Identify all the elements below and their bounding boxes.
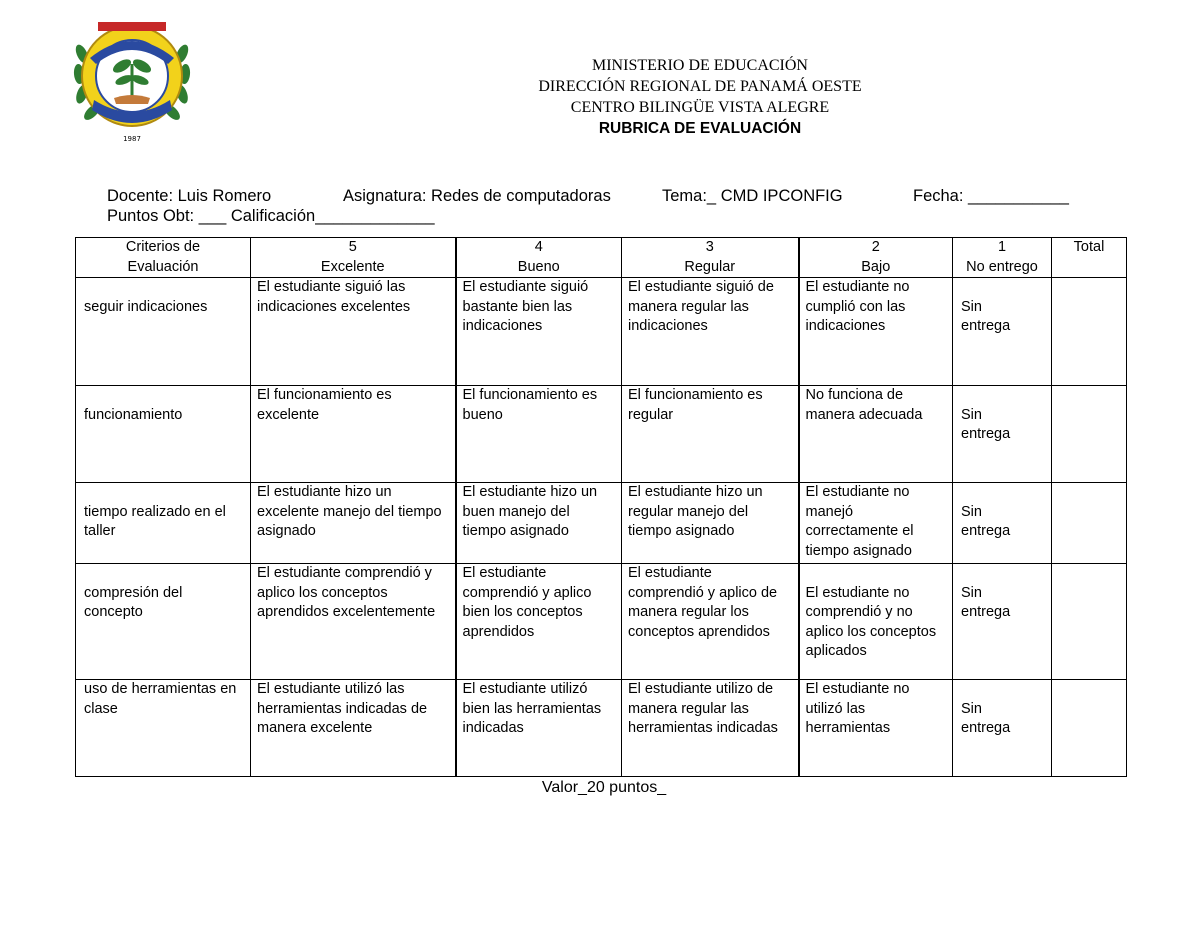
header-bueno: 4 Bueno — [456, 238, 622, 278]
bueno-cell: El estudiante siguió bastante bien las indicaciones — [456, 278, 622, 386]
header-school: CENTRO BILINGÜE VISTA ALEGRE — [570, 99, 830, 116]
fecha-field: Fecha: ___________ — [913, 187, 1069, 205]
no-entrego-cell: Sin entrega — [953, 680, 1052, 777]
puntos-field: Puntos Obt: ___ Calificación_____________ — [107, 207, 435, 225]
excelente-cell: El estudiante utilizó las herramientas indicadas de manera excelente — [251, 680, 456, 777]
asignatura-field: Asignatura: Redes de computadoras — [343, 187, 611, 205]
bueno-cell: El estudiante hizo un buen manejo del tiempo asignado — [456, 483, 622, 564]
header-total: Total — [1052, 238, 1127, 278]
bajo-cell: El estudiante no comprendió y no aplico los conceptos aplicados — [799, 564, 953, 680]
header-regular: 3 Regular — [622, 238, 799, 278]
header-bajo: 2 Bajo — [799, 238, 953, 278]
header-regional: DIRECCIÓN REGIONAL DE PANAMÁ OESTE — [538, 78, 862, 95]
bajo-cell: El estudiante no cumplió con las indicaciones — [799, 278, 953, 386]
table-row — [76, 483, 1127, 564]
tema-field: Tema:_ CMD IPCONFIG — [662, 187, 843, 205]
no-entrego-cell: Sin entrega — [953, 386, 1052, 483]
table-row — [76, 564, 1127, 680]
table-header-row — [76, 238, 1127, 278]
criterio-cell: funcionamiento — [76, 386, 251, 483]
criterio-cell: seguir indicaciones — [76, 278, 251, 386]
svg-text:1987: 1987 — [123, 135, 141, 143]
regular-cell: El estudiante comprendió y aplico de manera regular los conceptos aprendidos — [622, 564, 799, 680]
bueno-cell: El estudiante utilizó bien las herramientas indicadas — [456, 680, 622, 777]
table-row — [76, 680, 1127, 777]
school-logo — [72, 14, 192, 150]
excelente-cell: El funcionamiento es excelente — [251, 386, 456, 483]
regular-cell: El estudiante utilizo de manera regular las herramientas indicadas — [622, 680, 799, 777]
criterio-cell: tiempo realizado en el taller — [76, 483, 251, 564]
criterio-cell: compresión del concepto — [76, 564, 251, 680]
total-cell — [1052, 483, 1127, 564]
bajo-cell: El estudiante no manejó correctamente el tiempo asignado — [799, 483, 953, 564]
no-entrego-cell: Sin entrega — [953, 483, 1052, 564]
docente-field: Docente: Luis Romero — [107, 187, 272, 205]
header-criterios: Criterios de Evaluación — [76, 238, 251, 278]
regular-cell: El estudiante hizo un regular manejo del tiempo asignado — [622, 483, 799, 564]
regular-cell: El estudiante siguió de manera regular las indicaciones — [622, 278, 799, 386]
header-title: RUBRICA DE EVALUACIÓN — [598, 120, 802, 137]
bueno-cell: El funcionamiento es bueno — [456, 386, 622, 483]
excelente-cell: El estudiante comprendió y aplico los conceptos aprendidos excelentemente — [251, 564, 456, 680]
bueno-cell: El estudiante comprendió y aplico bien los conceptos aprendidos — [456, 564, 622, 680]
no-entrego-cell: Sin entrega — [953, 278, 1052, 386]
bajo-cell: No funciona de manera adecuada — [799, 386, 953, 483]
header-no-entrego: 1 No entrego — [953, 238, 1052, 278]
excelente-cell: El estudiante hizo un excelente manejo del tiempo asignado — [251, 483, 456, 564]
total-cell — [1052, 680, 1127, 777]
total-cell — [1052, 278, 1127, 386]
header-ministry: MINISTERIO DE EDUCACIÓN — [592, 57, 808, 74]
regular-cell: El funcionamiento es regular — [622, 386, 799, 483]
footer-value: Valor_20 puntos_ — [541, 779, 667, 796]
criterio-cell: uso de herramientas en clase — [76, 680, 251, 777]
rubric-table — [75, 237, 1127, 777]
table-row — [76, 278, 1127, 386]
excelente-cell: El estudiante siguió las indicaciones excelentes — [251, 278, 456, 386]
header-excelente: 5 Excelente — [251, 238, 456, 278]
no-entrego-cell: Sin entrega — [953, 564, 1052, 680]
total-cell — [1052, 386, 1127, 483]
document-header — [300, 55, 1100, 139]
total-cell — [1052, 564, 1127, 680]
bajo-cell: El estudiante no utilizó las herramientas — [799, 680, 953, 777]
table-row — [76, 386, 1127, 483]
